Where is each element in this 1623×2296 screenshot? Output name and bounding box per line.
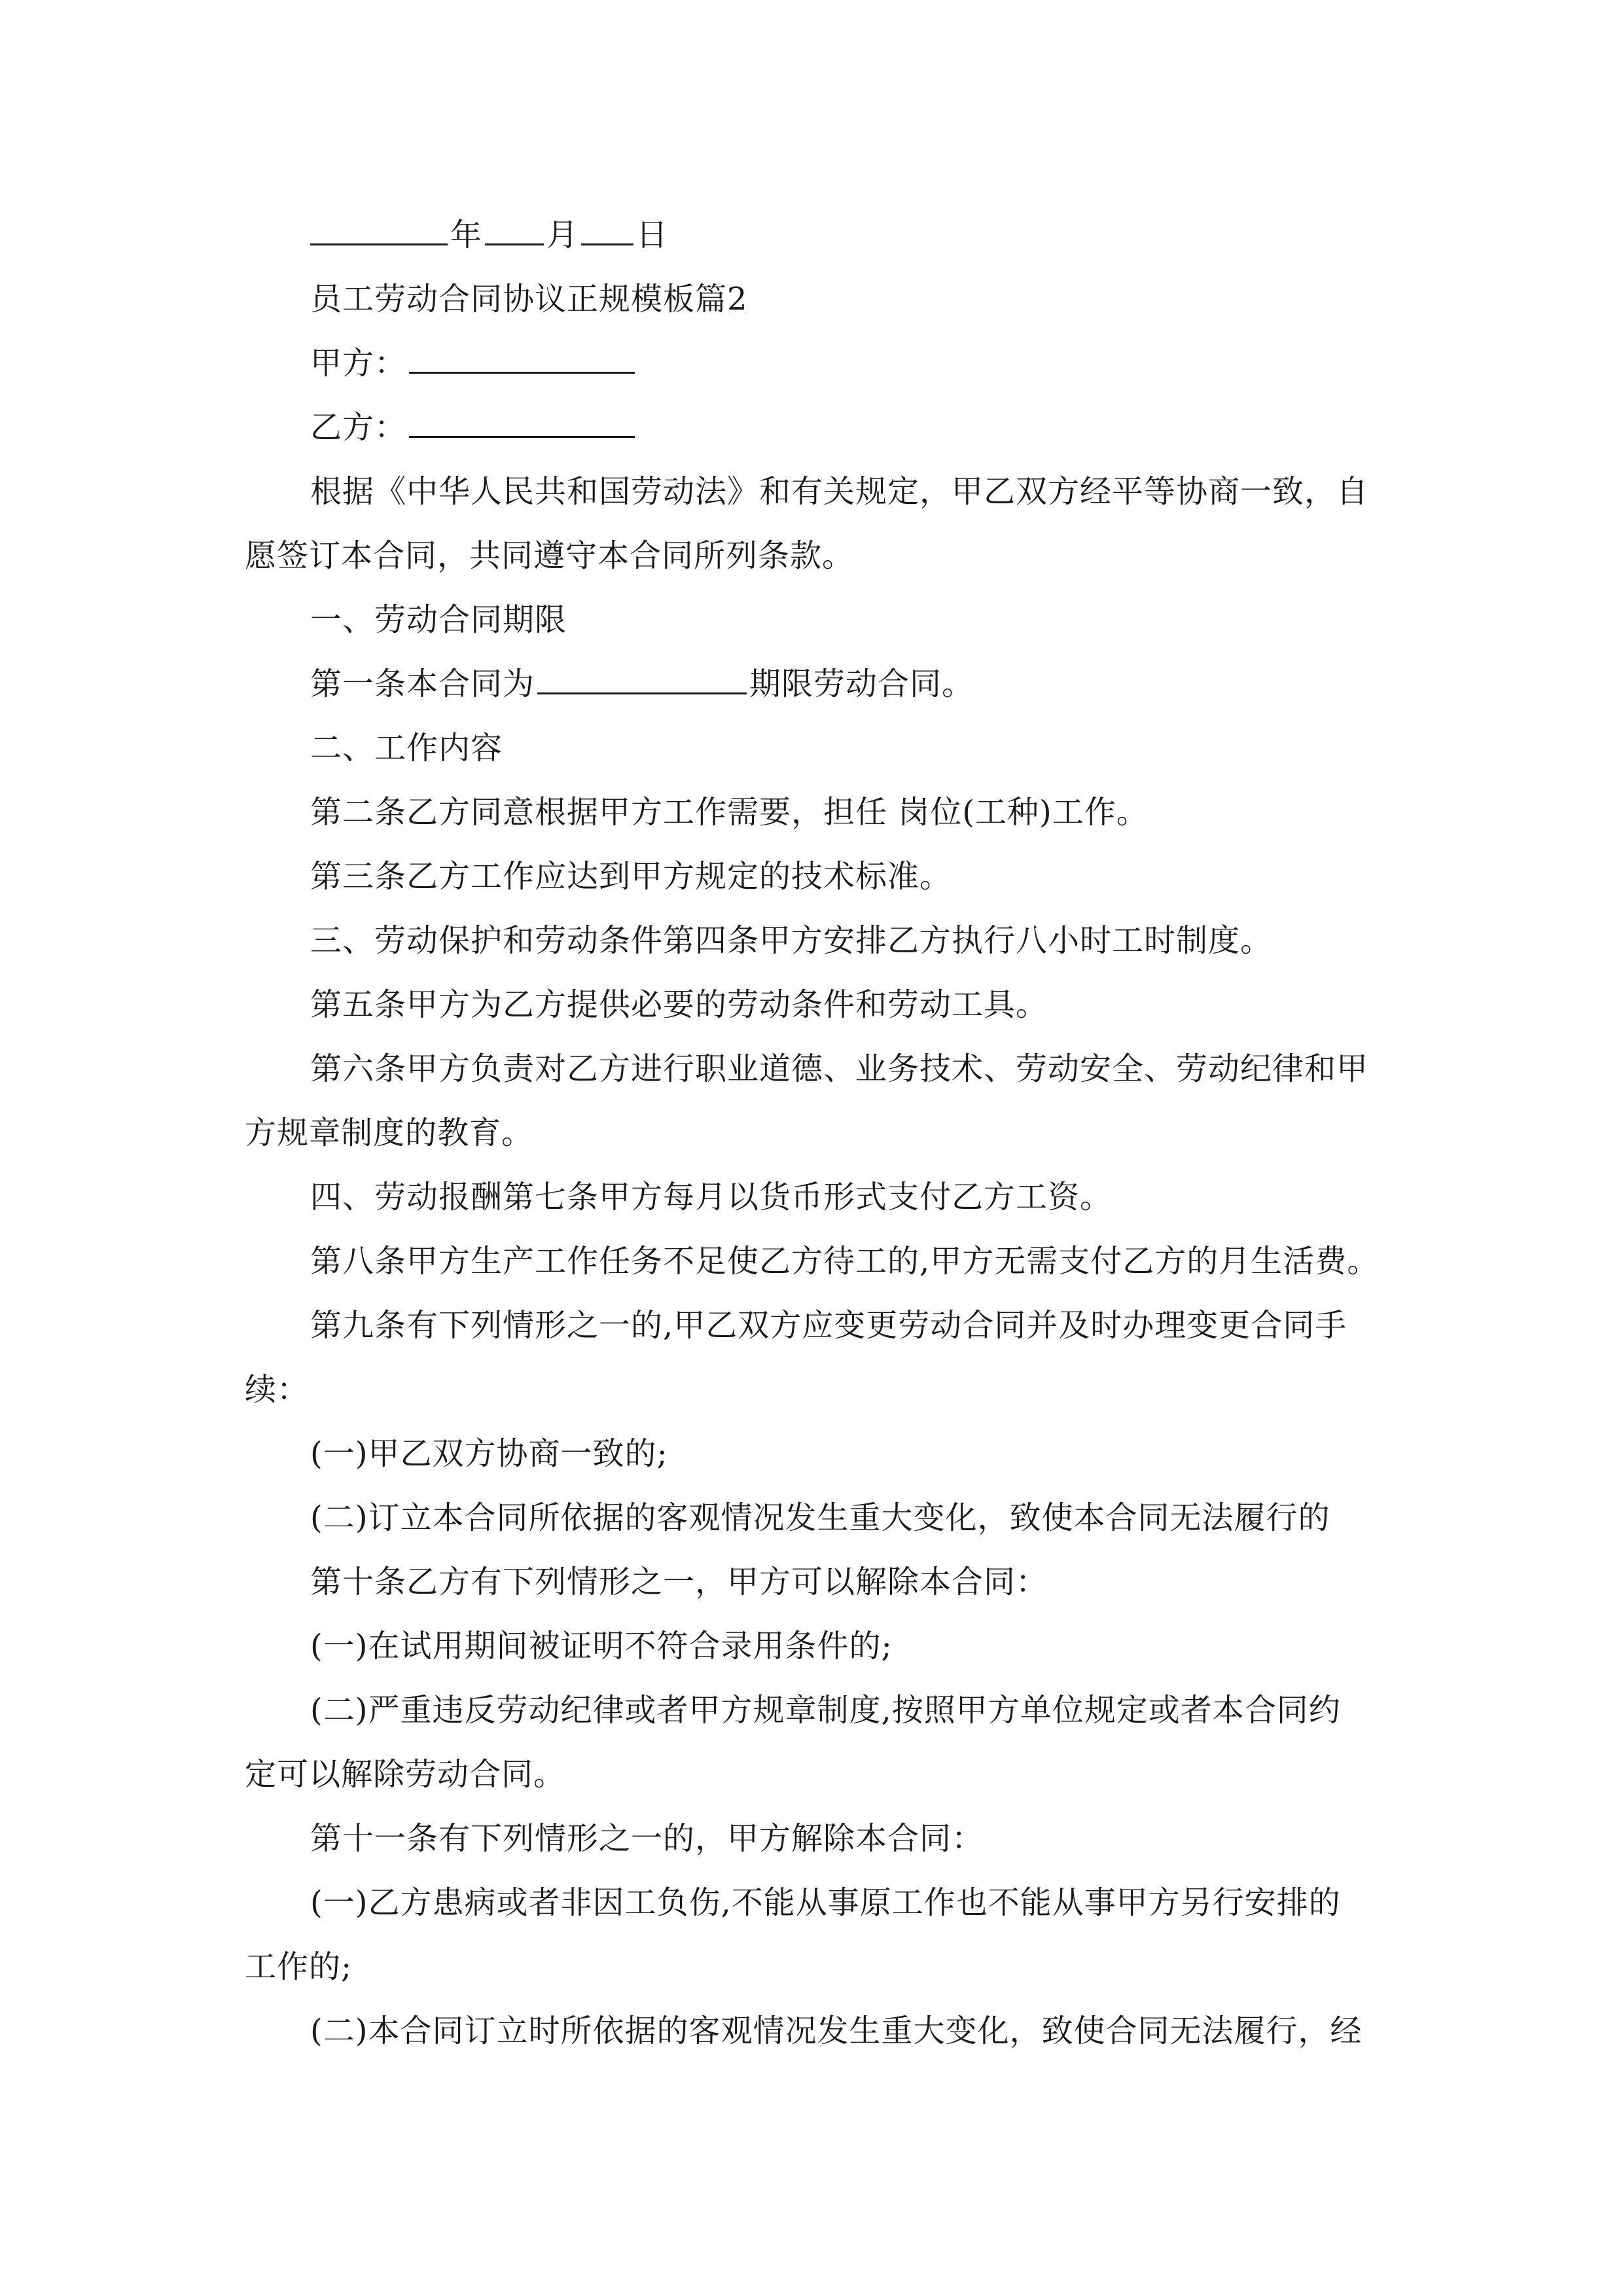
article-10-item-2-line-1: (二)严重违反劳动纪律或者甲方规章制度,按照甲方单位规定或者本合同约 bbox=[310, 1692, 1341, 1729]
article-9-line-2: 续： bbox=[245, 1371, 310, 1408]
document-body bbox=[245, 203, 1380, 2063]
month-label: 月 bbox=[546, 217, 579, 253]
party-a-blank bbox=[409, 342, 635, 374]
intro-line-1: 根据《中华人民共和国劳动法》和有关规定，甲乙双方经平等协商一致，自 bbox=[310, 473, 1369, 510]
party-b-label: 乙方： bbox=[310, 409, 407, 446]
article-1-text-before: 第一条本合同为 bbox=[310, 666, 535, 702]
article-6-line-2: 方规章制度的教育。 bbox=[245, 1115, 534, 1151]
article-8: 第八条甲方生产工作任务不足使乙方待工的,甲方无需支付乙方的月生活费。 bbox=[310, 1243, 1380, 1280]
article-10: 第十条乙方有下列情形之一，甲方可以解除本合同： bbox=[310, 1564, 1048, 1600]
article-11-item-1-line-1: (一)乙方患病或者非因工负伤,不能从事原工作也不能从事甲方另行安排的 bbox=[310, 1884, 1341, 1921]
article-1-text-after: 期限劳动合同。 bbox=[749, 666, 974, 702]
day-label: 日 bbox=[636, 217, 669, 253]
article-9-item-2: (二)订立本合同所依据的客观情况发生重大变化，致使本合同无法履行的 bbox=[310, 1499, 1330, 1536]
article-11: 第十一条有下列情形之一的，甲方解除本合同： bbox=[310, 1820, 984, 1857]
article-5: 第五条甲方为乙方提供必要的劳动条件和劳动工具。 bbox=[310, 986, 1048, 1023]
article-11-item-1-line-2: 工作的; bbox=[245, 1948, 353, 1985]
article-2: 第二条乙方同意根据甲方工作需要，担任 岗位(工种)工作。 bbox=[310, 794, 1149, 831]
section-heading-3: 三、劳动保护和劳动条件第四条甲方安排乙方执行八小时工时制度。 bbox=[310, 922, 1273, 959]
article-1 bbox=[245, 652, 1377, 716]
party-a-label: 甲方： bbox=[310, 345, 407, 382]
article-10-item-1: (一)在试用期间被证明不符合录用条件的; bbox=[310, 1628, 893, 1664]
section-heading-4: 四、劳动报酬第七条甲方每月以货币形式支付乙方工资。 bbox=[310, 1179, 1113, 1215]
article-10-item-2-line-2: 定可以解除劳动合同。 bbox=[245, 1756, 566, 1793]
date-line bbox=[245, 203, 1377, 267]
party-a-line bbox=[245, 331, 1377, 395]
day-blank bbox=[581, 213, 633, 245]
section-heading-1: 一、劳动合同期限 bbox=[310, 601, 567, 638]
contract-term-blank bbox=[537, 662, 747, 694]
party-b-blank bbox=[409, 406, 635, 438]
article-6-line-1: 第六条甲方负责对乙方进行职业道德、业务技术、劳动安全、劳动纪律和甲 bbox=[310, 1050, 1369, 1087]
month-blank bbox=[485, 213, 544, 245]
article-9-line-1: 第九条有下列情形之一的,甲乙双方应变更劳动合同并及时办理变更合同手 bbox=[310, 1307, 1347, 1344]
year-label: 年 bbox=[450, 217, 483, 253]
intro-line-2: 愿签订本合同，共同遵守本合同所列条款。 bbox=[245, 537, 855, 574]
party-b-line bbox=[245, 395, 1377, 459]
year-blank bbox=[310, 213, 448, 245]
document-title: 员工劳动合同协议正规模板篇2 bbox=[310, 281, 748, 317]
article-9-item-1: (一)甲乙双方协商一致的; bbox=[310, 1435, 668, 1472]
article-3: 第三条乙方工作应达到甲方规定的技术标准。 bbox=[310, 858, 952, 895]
section-heading-2: 二、工作内容 bbox=[310, 730, 503, 766]
article-11-item-2: (二)本合同订立时所依据的客观情况发生重大变化，致使合同无法履行，经 bbox=[310, 2013, 1363, 2049]
